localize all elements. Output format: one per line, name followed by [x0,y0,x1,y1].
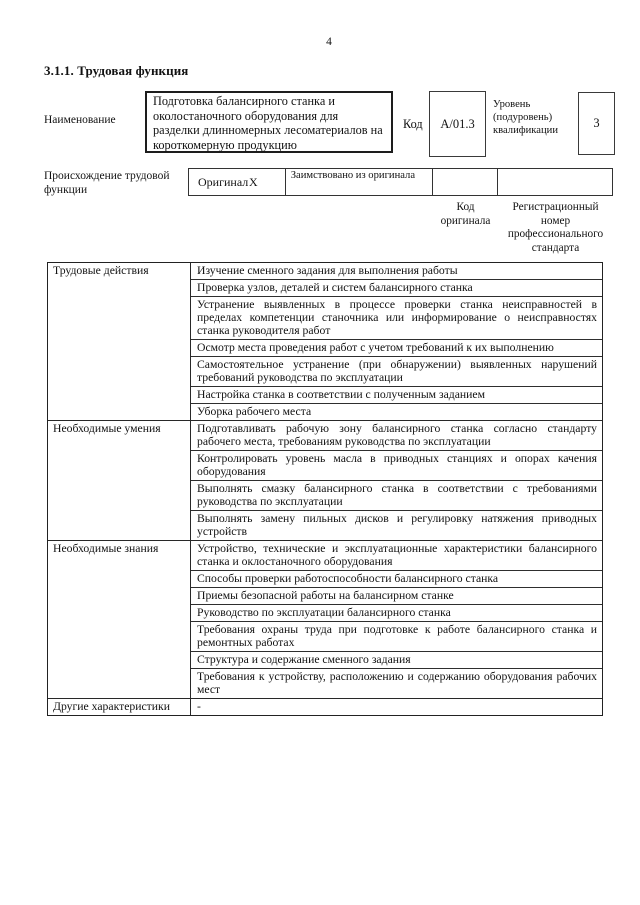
function-code-box: А/01.3 [429,91,486,157]
table-row: Приемы безопасной работы на балансирном станке [191,588,602,605]
origin-code-cell [433,169,498,195]
table-row: - [197,700,201,713]
registration-number-caption: Регистрационный номер профессионального стандарта [507,201,604,254]
table-row: Самостоятельное устранение (при обнаружении) выявленных нарушений требований руководства по эксплуатации [191,357,602,387]
origin-borrowed-cell: Заимствовано из оригинала [286,169,433,195]
section-label: Необходимые умения [48,421,191,540]
section-label: Трудовые действия [48,263,191,420]
table-row: Требования охраны труда при подготовке к работе балансирного станка и ремонтных работах [191,622,602,652]
level-label-line: Уровень [493,99,531,110]
table-row: Требования к устройству, расположению и содержанию оборудования рабочих мест [197,670,597,696]
code-label: Код [403,117,423,131]
table-row: Осмотр места проведения работ с учетом требований к их выполнению [191,340,602,357]
section-label: Необходимые знания [48,541,191,698]
origin-label [44,169,194,197]
table-row: Устранение выявленных в процессе проверки станка неисправностей в пределах компетенции станочника или информирование о неисправностях станка руководителя работ [191,297,602,340]
name-label: Наименование [44,114,116,126]
qualification-level-box: 3 [578,92,615,155]
code-original-caption: Код оригинала [440,201,491,227]
table-row: Проверка узлов, деталей и систем балансирного станка [191,280,602,297]
table-row: Структура и содержание сменного задания [191,652,602,669]
table-row: Контролировать уровень масла в приводных станциях и опорах качения оборудования [191,451,602,481]
section-labor-actions [48,263,602,421]
original-mark: X [249,174,258,189]
table-row: Устройство, технические и эксплуатационные характеристики балансирного станка и оклостаночного оборудования [191,541,602,571]
origin-table [188,168,613,196]
origin-regnumber-cell [498,169,612,195]
level-label [493,99,577,137]
origin-label-line: Происхождение трудовой [44,170,170,182]
section-heading: 3.1.1. Трудовая функция [44,63,189,78]
table-row: Подготавливать рабочую зону балансирного станка согласно стандарту рабочего места, требованиям руководства по эксплуатации [191,421,602,451]
function-name-box: Подготовка балансирного станка и околостаночного оборудования для разделки длинномерных лесоматериалов на короткомерную продукцию [145,91,393,153]
table-row: Настройка станка в соответствии с полученным заданием [191,387,602,404]
level-label-line: (подуровень) [493,111,553,123]
section-required-knowledge [48,541,602,699]
table-row: Изучение сменного задания для выполнения работы [191,263,602,280]
table-row: Уборка рабочего места [197,405,312,418]
original-label: Оригинал [198,174,249,189]
details-table [47,262,603,716]
page-number: 4 [326,36,332,48]
section-required-skills [48,421,602,541]
origin-original-cell [189,169,286,195]
section-label: Другие характеристики [48,699,191,715]
section-other-characteristics [48,699,602,715]
level-label-line: квалификации [493,124,558,136]
table-row: Выполнять смазку балансирного станка в соответствии с требованиями руководства по эксплуатации [191,481,602,511]
table-row: Способы проверки работоспособности балансирного станка [191,571,602,588]
table-row: Руководство по эксплуатации балансирного станка [191,605,602,622]
origin-label-line: функции [44,184,88,196]
table-row: Выполнять замену пильных дисков и регулировку натяжения приводных устройств [197,512,597,538]
